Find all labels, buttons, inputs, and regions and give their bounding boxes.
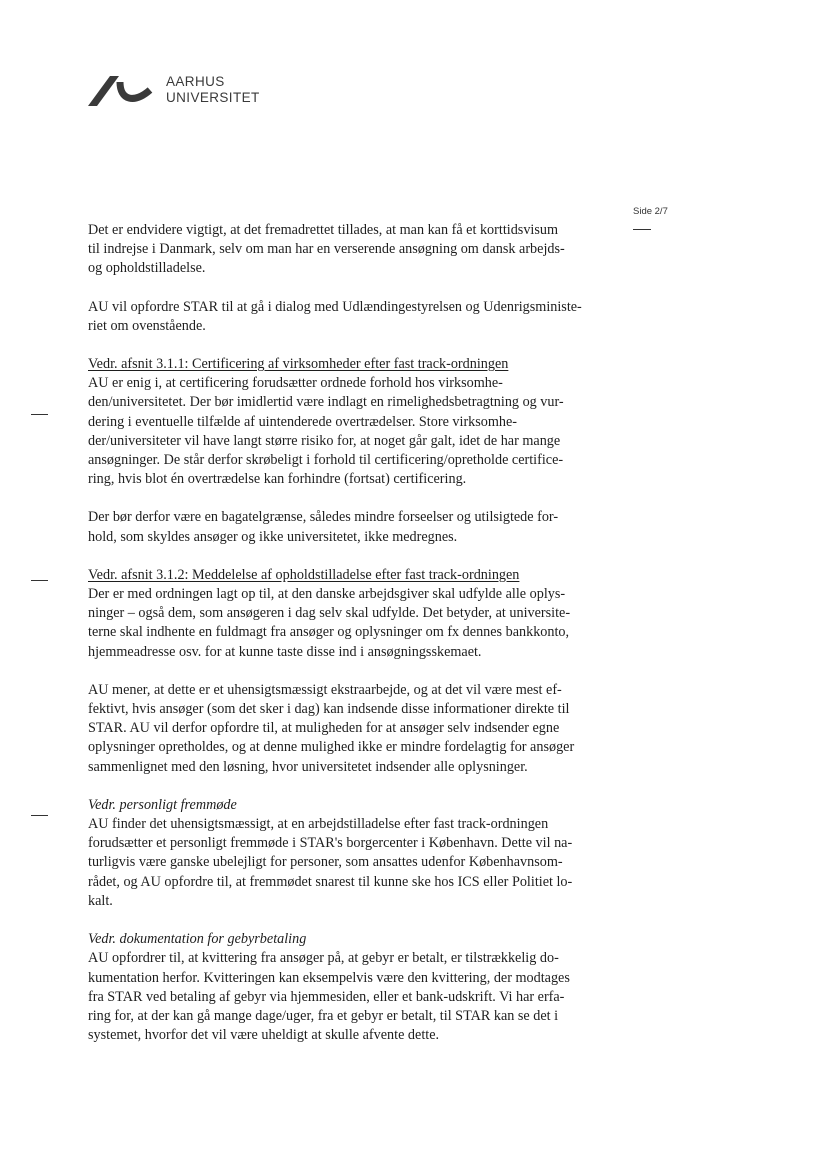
paragraph	[88, 815, 616, 911]
text-line: ring, hvis blot én overtrædelse kan forhindre (fortsat) certificering.	[88, 471, 467, 488]
section-heading: Vedr. afsnit 3.1.2: Meddelelse af opholdstilladelse efter fast track-ordningen	[88, 566, 520, 583]
text-line: STAR. AU vil derfor opfordre til, at muligheden for at ansøger selv indsender egne	[88, 720, 560, 737]
text-line: oplysninger opretholdes, og at denne mulighed ikke er mindre fordelagtig for ansøger	[88, 739, 575, 756]
text-line: Der bør derfor være en bagatelgrænse, således mindre forseelser og utilsigtede for-	[88, 509, 559, 526]
logo-line-1: AARHUS	[166, 74, 225, 89]
paragraph	[88, 508, 616, 546]
text-line: systemet, hvorfor det vil være uheldigt at skulle afvente dette.	[88, 1027, 440, 1044]
university-logo	[86, 72, 276, 112]
paragraph	[88, 298, 616, 336]
text-line: ansøgninger. De står derfor skrøbeligt i forhold til certificering/opretholde certifice-	[88, 452, 564, 469]
margin-mark	[31, 414, 48, 415]
text-line: og opholdstilladelse.	[88, 260, 206, 277]
spacer	[88, 911, 616, 930]
text-line: AU vil opfordre STAR til at gå i dialog med Udlændingestyrelsen og Udenrigsministe-	[88, 298, 582, 315]
paragraph	[88, 585, 616, 662]
text-line: dering i eventuelle tilfælde af uintenderede overtrædelser. Store virksomhe-	[88, 413, 518, 430]
spacer	[88, 547, 616, 566]
text-line: ring for, at der kan gå mange dage/uger, fra et gebyr er betalt, til STAR kan se det i	[88, 1007, 559, 1024]
text-line: der/universiteter vil have langt større risiko for, at noget går galt, idet de har mange	[88, 432, 561, 449]
text-line: terne skal indhente en fuldmagt fra ansøger og oplysninger om fx dennes bankkonto,	[88, 624, 570, 641]
au-logo-icon	[86, 72, 156, 112]
paragraph	[88, 949, 616, 1045]
margin-mark	[31, 580, 48, 581]
spacer	[88, 279, 616, 298]
text-line: Det er endvidere vigtigt, at det fremadrettet tillades, at man kan få et korttidsvisum	[88, 222, 559, 238]
text-line: hold, som skyldes ansøger og ikke universitetet, ikke medregnes.	[88, 528, 458, 545]
document-body	[88, 221, 616, 1045]
text-line: hjemmeadresse osv. for at kunne taste disse ind i ansøgningsskemaet.	[88, 643, 482, 660]
spacer	[88, 336, 616, 355]
text-line: sammenlignet med den løsning, hvor universitetet indsender alle oplysninger.	[88, 758, 528, 775]
text-line: den/universitetet. Der bør imidlertid være indlagt en rimelighedsbetragtning og vur-	[88, 394, 564, 411]
paragraph	[88, 221, 616, 279]
text-line: rådet, og AU opfordre til, at fremmødet snarest til kunne ske hos ICS eller Politiet lo-	[88, 873, 573, 890]
logo-line-2: UNIVERSITET	[166, 90, 260, 105]
text-line: fektivt, hvis ansøger (som det sker i dag) kan indsende disse informationer direkte til	[88, 701, 570, 718]
text-line: AU er enig i, at certificering forudsætter ordnede forhold hos virksomhe-	[88, 375, 503, 392]
page-number: Side 2/7	[633, 206, 668, 217]
text-line: riet om ovenstående.	[88, 317, 206, 334]
section-heading: Vedr. dokumentation for gebyrbetaling	[88, 931, 307, 948]
text-line: AU opfordrer til, at kvittering fra ansøger på, at gebyr er betalt, er tilstrækkelig do-	[88, 950, 559, 967]
text-line: kalt.	[88, 892, 113, 909]
spacer	[88, 777, 616, 796]
spacer	[88, 489, 616, 508]
paragraph	[88, 681, 616, 777]
logo-text	[166, 74, 260, 106]
text-line: AU finder det uhensigtsmæssigt, at en arbejdstilladelse efter fast track-ordningen	[88, 816, 549, 833]
text-line: kumentation herfor. Kvitteringen kan eksempelvis være den kvittering, der modtages	[88, 969, 570, 986]
text-line: forudsætter et personligt fremmøde i STAR's borgercenter i København. Dette vil na-	[88, 835, 573, 852]
spacer	[88, 662, 616, 681]
section-heading: Vedr. afsnit 3.1.1: Certificering af virksomheder efter fast track-ordningen	[88, 356, 509, 373]
text-line: turligvis være ganske ubelejligt for personer, som ansattes udenfor Københavnsom-	[88, 854, 563, 871]
page-number-rule	[633, 229, 651, 230]
text-line: AU mener, at dette er et uhensigtsmæssigt ekstraarbejde, og at det vil være mest ef-	[88, 681, 562, 698]
text-line: fra STAR ved betaling af gebyr via hjemmesiden, eller et bank-udskrift. Vi har erfa-	[88, 988, 565, 1005]
text-line: ninger – også dem, som ansøgeren i dag selv skal udfylde. Det betyder, at universite-	[88, 605, 571, 622]
section-heading: Vedr. personligt fremmøde	[88, 796, 237, 813]
paragraph	[88, 374, 616, 489]
margin-mark	[31, 815, 48, 816]
text-line: Der er med ordningen lagt op til, at den danske arbejdsgiver skal udfylde alle oplys-	[88, 586, 566, 603]
text-line: til indrejse i Danmark, selv om man har en verserende ansøgning om dansk arbejds-	[88, 241, 565, 258]
